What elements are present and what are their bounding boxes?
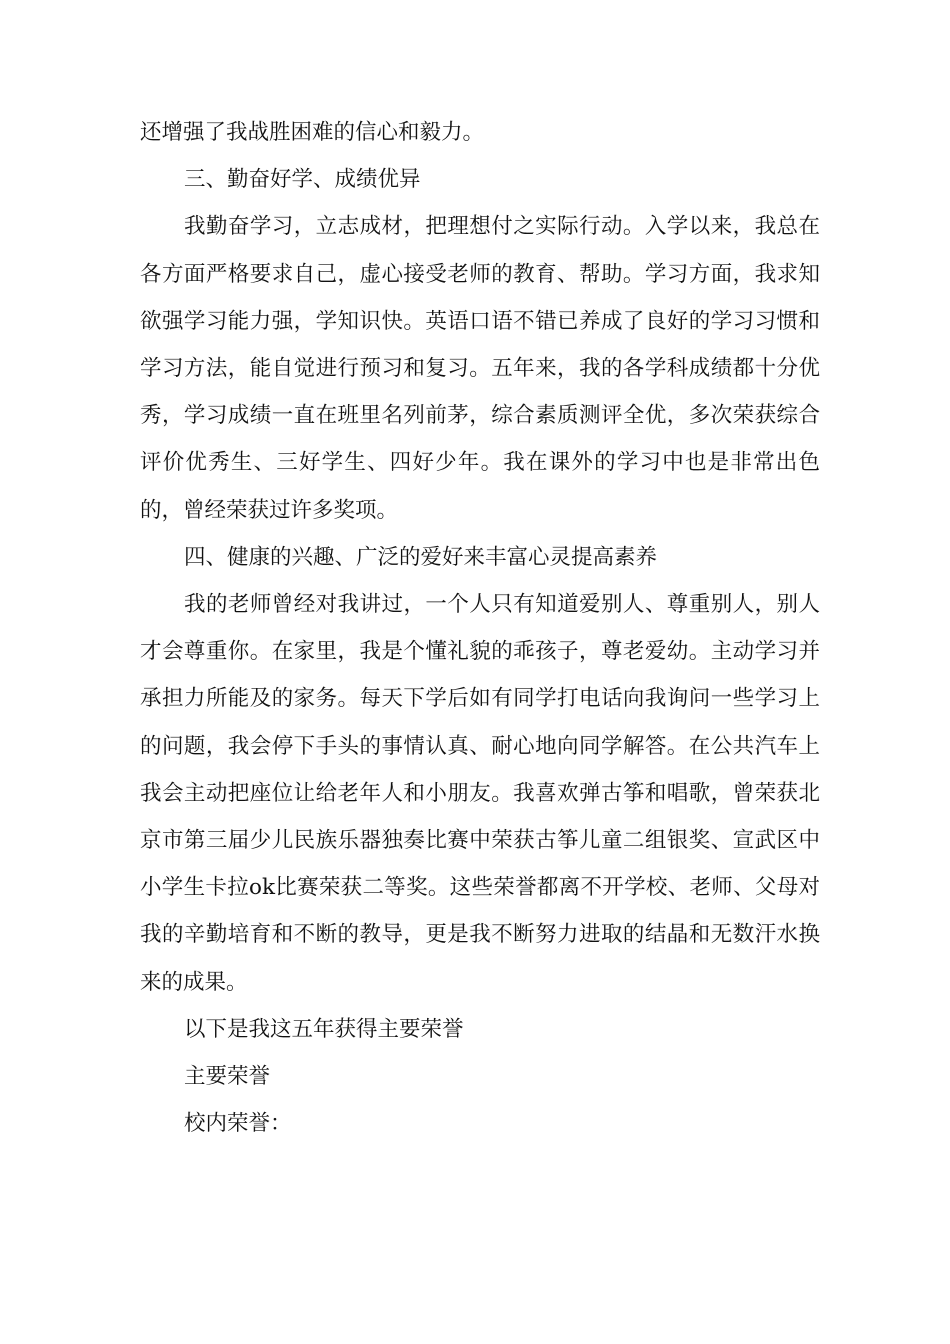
paragraph-continuation: 还增强了我战胜困难的信心和毅力。: [140, 120, 485, 145]
honors-title: 主要荣誉: [184, 1064, 271, 1090]
school-honors-label: 校内荣誉：: [184, 1111, 292, 1137]
paragraph-hobbies: 我的老师曾经对我讲过，一个人只有知道爱别人、尊重别人，别人才会尊重你。在家里，我是个懂礼貌的乖孩子，尊老爱幼。主动学习并承担力所能及的家务。每天下学后如有同学打电话向我询问一些学习上的问题，我会停下手头的事情认真、耐心地向同学解答。在公共汽车上我会主动把座位让给老年人和小朋友。我喜欢弹古筝和唱歌，曾荣获北京市第三届少儿民族乐器独奏比赛中荣获古筝儿童二组银奖、宣武区中小学生卡拉ok比赛荣获二等奖。这些荣誉都离不开学校、老师、父母对我的辛勤培育和不断的教导，更是我不断努力进取的结晶和无数汗水换来的成果。: [140, 592, 820, 995]
document-body: [140, 109, 820, 1147]
honors-intro: 以下是我这五年获得主要荣誉: [184, 1016, 464, 1042]
paragraph-study: 我勤奋学习，立志成材，把理想付之实际行动。入学以来，我总在各方面严格要求自己，虚心接受老师的教育、帮助。学习方面，我求知欲强学习能力强，学知识快。英语口语不错已养成了良好的学习习惯和学习方法，能自觉进行预习和复习。五年来，我的各学科成绩都十分优秀，学习成绩一直在班里名列前茅，综合素质测评全优，多次荣获综合评价优秀生、三好学生、四好少年。我在课外的学习中也是非常出色的，曾经荣获过许多奖项。: [140, 214, 820, 523]
section-heading-4: 四、健康的兴趣、广泛的爱好来丰富心灵提高素养: [184, 544, 658, 570]
section-heading-3: 三、勤奋好学、成绩优异: [184, 167, 421, 193]
